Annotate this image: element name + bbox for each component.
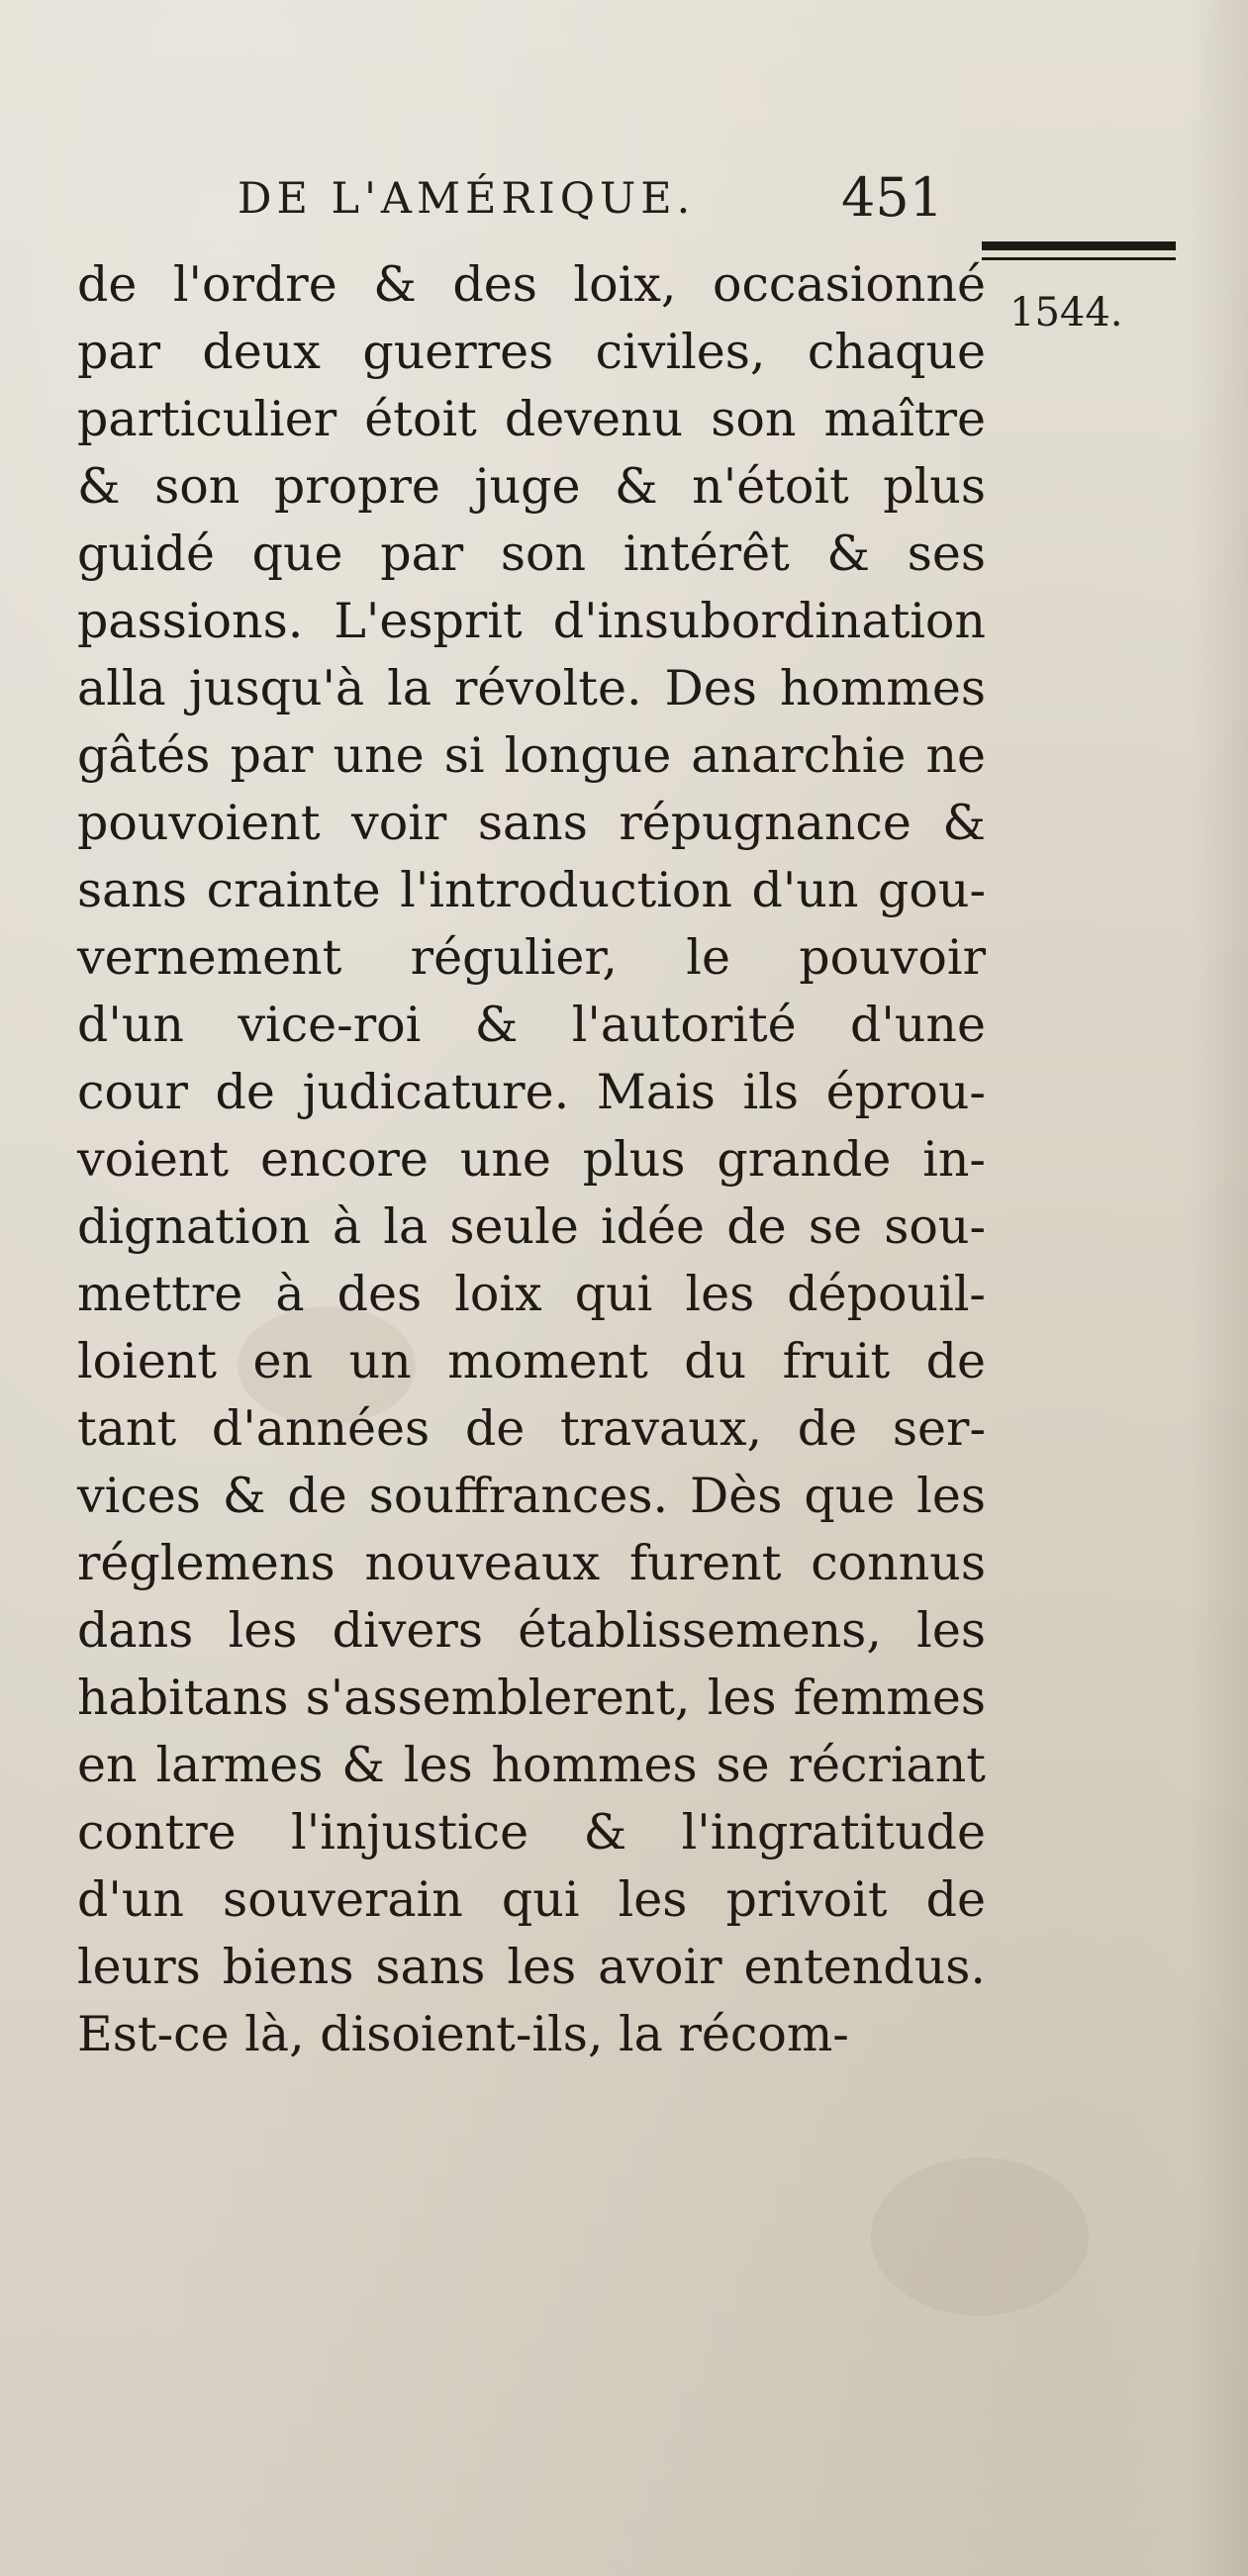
running-title: DE L'AMÉRIQUE. bbox=[238, 174, 696, 224]
text-line: vernement régulier, le pouvoir bbox=[77, 929, 986, 986]
text-line: de l'ordre & des loix, occasionné bbox=[77, 256, 986, 313]
text-line: Est-ce là, disoient-ils, la récom- bbox=[77, 2006, 849, 2062]
text-line: mettre à des loix qui les dépouil- bbox=[77, 1266, 986, 1322]
text-line: leurs biens sans les avoir entendus. bbox=[77, 1939, 986, 1995]
text-line: habitans s'assemblerent, les femmes bbox=[77, 1670, 986, 1726]
text-line: en larmes & les hommes se récriant bbox=[77, 1737, 986, 1793]
text-line: sans crainte l'introduction d'un gou- bbox=[77, 862, 986, 918]
text-line: particulier étoit devenu son maître bbox=[77, 391, 986, 447]
text-line: par deux guerres civiles, chaque bbox=[77, 324, 986, 380]
text-line: contre l'injustice & l'ingratitude bbox=[77, 1804, 986, 1860]
page-number: 451 bbox=[841, 166, 944, 229]
text-line: voient encore une plus grande in- bbox=[77, 1131, 986, 1188]
text-line: pouvoient voir sans répugnance & bbox=[77, 795, 986, 851]
text-line: d'un souverain qui les privoit de bbox=[77, 1871, 986, 1928]
text-line: tant d'années de travaux, de ser- bbox=[77, 1400, 986, 1457]
text-line: dans les divers établissemens, les bbox=[77, 1602, 986, 1659]
text-line: d'un vice-roi & l'autorité d'une bbox=[77, 997, 986, 1053]
page-edge-shadow bbox=[1189, 0, 1248, 2576]
text-line: dignation à la seule idée de se sou- bbox=[77, 1198, 986, 1255]
margin-rule-thin bbox=[982, 257, 1176, 260]
text-line: alla jusqu'à la révolte. Des hommes bbox=[77, 660, 986, 716]
text-line: cour de judicature. Mais ils éprou- bbox=[77, 1064, 986, 1120]
text-line: loient en un moment du fruit de bbox=[77, 1333, 986, 1389]
text-line: gâtés par une si longue anarchie ne bbox=[77, 727, 986, 784]
text-line: passions. L'esprit d'insubordination bbox=[77, 593, 986, 649]
text-line: guidé que par son intérêt & ses bbox=[77, 525, 986, 582]
body-text bbox=[77, 251, 986, 2068]
text-line: réglemens nouveaux furent connus bbox=[77, 1535, 986, 1591]
text-line: vices & de souffrances. Dès que les bbox=[77, 1468, 986, 1524]
margin-rule-thick bbox=[982, 241, 1176, 250]
margin-year-note: 1544. bbox=[1009, 290, 1123, 335]
paper-stain bbox=[871, 2157, 1089, 2316]
running-head bbox=[79, 166, 990, 238]
text-line: & son propre juge & n'étoit plus bbox=[77, 458, 986, 515]
